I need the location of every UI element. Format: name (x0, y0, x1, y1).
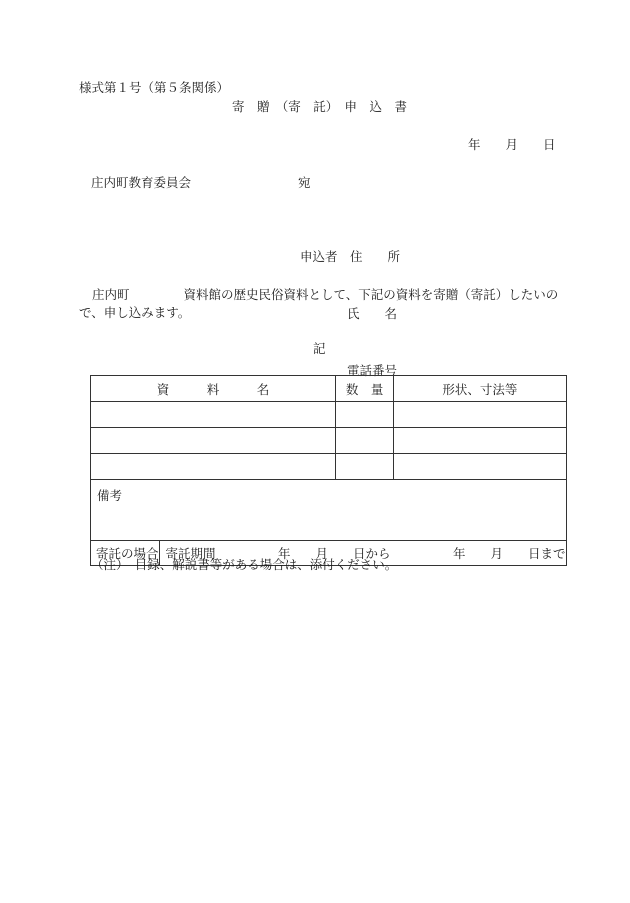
table-row (91, 428, 567, 454)
item-table (90, 375, 567, 566)
applicant-label: 申込者 (300, 249, 338, 264)
shape-size-cell[interactable] (394, 402, 566, 428)
name-label: 氏 名 (347, 306, 398, 321)
document-title: 寄 贈 （寄 託） 申 込 書 (232, 99, 408, 114)
quantity-cell[interactable] (336, 454, 394, 480)
header-item-name: 資 料 名 (91, 376, 336, 402)
quantity-cell[interactable] (336, 402, 394, 428)
table-header-row (91, 376, 567, 402)
attachment-note: （注） 目録、解説書等がある場合は、添付ください。 (91, 557, 398, 572)
address-label: 住 所 (350, 249, 401, 264)
form-number: 様式第１号（第５条関係） (79, 80, 230, 95)
shape-size-cell[interactable] (394, 428, 566, 454)
date-line: 年 月 日 (468, 137, 556, 152)
ki-heading: 記 (313, 341, 326, 356)
table-row (91, 402, 567, 428)
item-name-cell[interactable] (91, 428, 336, 454)
table-row (91, 454, 567, 480)
quantity-cell[interactable] (336, 428, 394, 454)
consignment-label: 寄託の場合 (91, 541, 160, 566)
town-name: 庄内町 (92, 287, 130, 302)
header-shape-size: 形状、寸法等 (394, 376, 566, 402)
remarks-label: 備考 (97, 488, 123, 503)
applicant-address-row (300, 247, 400, 266)
consignment-period[interactable]: 寄託期間 年 月 日から 年 月 日まで (159, 541, 566, 566)
item-name-cell[interactable] (91, 402, 336, 428)
application-statement (79, 286, 559, 322)
recipient-suffix: 宛 (298, 175, 311, 190)
item-name-cell[interactable] (91, 454, 336, 480)
statement-text: 資料館の歴史民俗資料として、下記の資料を寄贈（寄託）したいので、申し込みます。 (79, 287, 559, 320)
recipient-name: 庄内町教育委員会 (91, 175, 192, 190)
header-quantity: 数 量 (336, 376, 394, 402)
shape-size-cell[interactable] (394, 454, 566, 480)
phone-label: 電話番号 (347, 363, 398, 378)
remarks-cell[interactable] (91, 480, 567, 541)
remarks-row (91, 480, 567, 541)
